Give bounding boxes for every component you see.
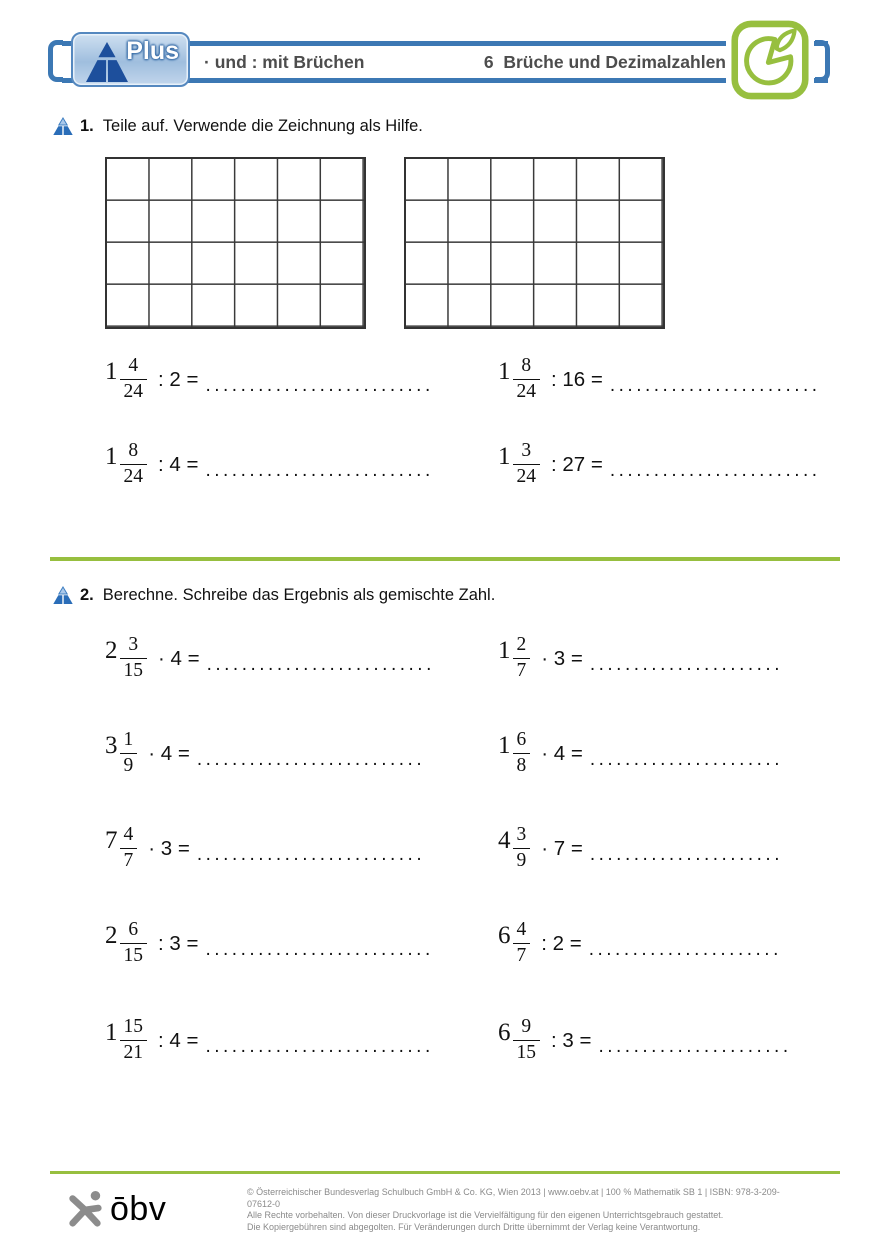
fraction bbox=[120, 635, 148, 681]
header-subtitle: · und : mit Brüchen bbox=[204, 52, 365, 72]
header-left-bracket bbox=[48, 40, 63, 82]
footer-line-2: Alle Rechte vorbehalten. Von dieser Druckvorlage ist die Vervielfältigung für den eigenen Unterrichtsgebrauch gestattet. bbox=[247, 1210, 724, 1220]
answer-line: .......................... bbox=[196, 749, 426, 770]
answer-line: ...................... bbox=[589, 844, 783, 865]
obv-logo-icon bbox=[66, 1188, 104, 1230]
exercise2-header bbox=[52, 584, 495, 606]
operation-text: · 3 = bbox=[541, 647, 583, 670]
operation-text: : 16 = bbox=[551, 368, 603, 391]
plus-badge-label: Plus bbox=[126, 37, 179, 65]
answer-line: ........................ bbox=[609, 375, 821, 396]
footer-copyright bbox=[247, 1187, 807, 1233]
answer-line: .......................... bbox=[205, 460, 434, 481]
ex1-problem-2 bbox=[498, 350, 821, 408]
operation-text: : 4 = bbox=[158, 1029, 199, 1052]
mixed-whole-number: 1 bbox=[498, 443, 511, 470]
mixed-whole-number: 4 bbox=[498, 827, 511, 854]
fraction-numerator: 2 bbox=[516, 634, 527, 656]
fraction-numerator: 9 bbox=[521, 1016, 532, 1038]
header-right-bracket bbox=[815, 40, 830, 82]
fraction bbox=[120, 730, 138, 776]
mixed-whole-number: 1 bbox=[498, 637, 511, 664]
fraction bbox=[513, 356, 541, 402]
plus-badge bbox=[71, 32, 190, 87]
answer-line: .......................... bbox=[196, 844, 426, 865]
pyramid-logo-icon bbox=[82, 41, 132, 83]
ex2-problem-9 bbox=[105, 1011, 434, 1069]
fraction-grid-left bbox=[105, 157, 366, 329]
operation-text: : 2 = bbox=[541, 932, 582, 955]
exercise1-header bbox=[52, 115, 423, 137]
fraction-denominator: 24 bbox=[120, 379, 148, 402]
fraction-numerator: 8 bbox=[521, 355, 532, 377]
fraction-denominator: 21 bbox=[120, 1040, 148, 1063]
mixed-whole-number: 7 bbox=[105, 827, 118, 854]
fraction-denominator: 7 bbox=[120, 848, 138, 871]
operation-text: · 4 = bbox=[541, 742, 583, 765]
ex2-problem-5 bbox=[105, 819, 425, 877]
answer-line: .......................... bbox=[205, 1036, 434, 1057]
header-chapter-title: 6 Brüche und Dezimalzahlen bbox=[483, 52, 726, 72]
mixed-whole-number: 1 bbox=[105, 358, 118, 385]
exercise1-instruction: Teile auf. Verwende die Zeichnung als Hilfe. bbox=[102, 116, 423, 135]
mixed-whole-number: 3 bbox=[105, 732, 118, 759]
fraction-denominator: 24 bbox=[120, 464, 148, 487]
answer-line: ...................... bbox=[588, 939, 782, 960]
fraction bbox=[120, 441, 148, 487]
operation-text: · 4 = bbox=[158, 647, 200, 670]
operation-text: : 3 = bbox=[158, 932, 199, 955]
fraction-denominator: 15 bbox=[120, 943, 148, 966]
obv-logo bbox=[66, 1188, 166, 1230]
fraction bbox=[513, 730, 531, 776]
mixed-whole-number: 6 bbox=[498, 922, 511, 949]
mixed-whole-number: 6 bbox=[498, 1019, 511, 1046]
fraction-numerator: 4 bbox=[516, 919, 527, 941]
operation-text: : 3 = bbox=[551, 1029, 592, 1052]
fraction bbox=[120, 920, 148, 966]
ex1-problem-4 bbox=[498, 435, 821, 493]
fraction-numerator: 8 bbox=[128, 440, 139, 462]
fraction-denominator: 15 bbox=[513, 1040, 541, 1063]
exercise1-number: 1. bbox=[80, 116, 94, 135]
fraction-denominator: 15 bbox=[120, 658, 148, 681]
operation-text: : 2 = bbox=[158, 368, 199, 391]
operation-text: : 4 = bbox=[158, 453, 199, 476]
obv-logo-text: ōbv bbox=[110, 1189, 167, 1228]
ex2-problem-8 bbox=[498, 914, 782, 972]
fraction-denominator: 8 bbox=[513, 753, 531, 776]
fraction-denominator: 24 bbox=[513, 464, 541, 487]
fraction-numerator: 3 bbox=[128, 634, 139, 656]
fraction bbox=[120, 1017, 148, 1063]
fraction-denominator: 24 bbox=[513, 379, 541, 402]
mixed-whole-number: 1 bbox=[498, 732, 511, 759]
ex1-problem-3 bbox=[105, 435, 434, 493]
fraction-denominator: 9 bbox=[120, 753, 138, 776]
ex2-problem-1 bbox=[105, 629, 435, 687]
ex2-problem-7 bbox=[105, 914, 434, 972]
ex1-problem-1 bbox=[105, 350, 434, 408]
fraction-numerator: 4 bbox=[128, 355, 139, 377]
ex2-problem-6 bbox=[498, 819, 783, 877]
fraction bbox=[513, 920, 531, 966]
answer-line: .......................... bbox=[205, 939, 434, 960]
ex2-problem-4 bbox=[498, 724, 783, 782]
mixed-whole-number: 2 bbox=[105, 637, 118, 664]
mixed-whole-number: 1 bbox=[498, 358, 511, 385]
exercise2-instruction: Berechne. Schreibe das Ergebnis als gemischte Zahl. bbox=[102, 585, 496, 604]
fraction-numerator: 15 bbox=[123, 1016, 143, 1038]
fraction-numerator: 1 bbox=[123, 729, 134, 751]
fraction bbox=[513, 441, 541, 487]
footer-line-3: Die Kopiergebühren sind abgegolten. Für Veränderungen durch Dritte übernimmt der Verlag keine Verantwortung. bbox=[247, 1221, 701, 1232]
operation-text: · 7 = bbox=[541, 837, 583, 860]
answer-line: ...................... bbox=[598, 1036, 792, 1057]
fraction bbox=[120, 825, 138, 871]
fraction-numerator: 6 bbox=[516, 729, 527, 751]
fraction-numerator: 3 bbox=[521, 440, 532, 462]
apple-logo-icon bbox=[726, 19, 814, 101]
fraction-numerator: 3 bbox=[516, 824, 527, 846]
fraction bbox=[513, 825, 531, 871]
fraction-numerator: 4 bbox=[123, 824, 134, 846]
fraction-grid-right bbox=[404, 157, 665, 329]
mixed-whole-number: 2 bbox=[105, 922, 118, 949]
apple-logo bbox=[726, 19, 814, 101]
fraction-denominator: 9 bbox=[513, 848, 531, 871]
exercise2-number: 2. bbox=[80, 585, 94, 604]
mixed-whole-number: 1 bbox=[105, 1019, 118, 1046]
footer-divider bbox=[50, 1171, 840, 1174]
ex2-problem-2 bbox=[498, 629, 783, 687]
fraction bbox=[513, 635, 531, 681]
section-divider bbox=[50, 557, 840, 561]
operation-text: · 3 = bbox=[148, 837, 190, 860]
operation-text: : 27 = bbox=[551, 453, 603, 476]
answer-line: ...................... bbox=[589, 749, 783, 770]
answer-line: .......................... bbox=[206, 654, 435, 675]
exercise-level-icon bbox=[52, 586, 74, 605]
exercise-level-icon bbox=[52, 117, 74, 136]
fraction-denominator: 7 bbox=[513, 943, 531, 966]
operation-text: · 4 = bbox=[148, 742, 190, 765]
ex2-problem-3 bbox=[105, 724, 425, 782]
footer-line-1: © Österreichischer Bundesverlag Schulbuch GmbH & Co. KG, Wien 2013 | www.oebv.at | 100 % Mathematik SB 1 | ISBN: 978-3-209-07612-0 bbox=[247, 1187, 780, 1209]
ex2-problem-10 bbox=[498, 1011, 792, 1069]
answer-line: ...................... bbox=[589, 654, 783, 675]
mixed-whole-number: 1 bbox=[105, 443, 118, 470]
fraction bbox=[120, 356, 148, 402]
fraction-denominator: 7 bbox=[513, 658, 531, 681]
answer-line: .......................... bbox=[205, 375, 434, 396]
answer-line: ........................ bbox=[609, 460, 821, 481]
fraction bbox=[513, 1017, 541, 1063]
fraction-numerator: 6 bbox=[128, 919, 139, 941]
